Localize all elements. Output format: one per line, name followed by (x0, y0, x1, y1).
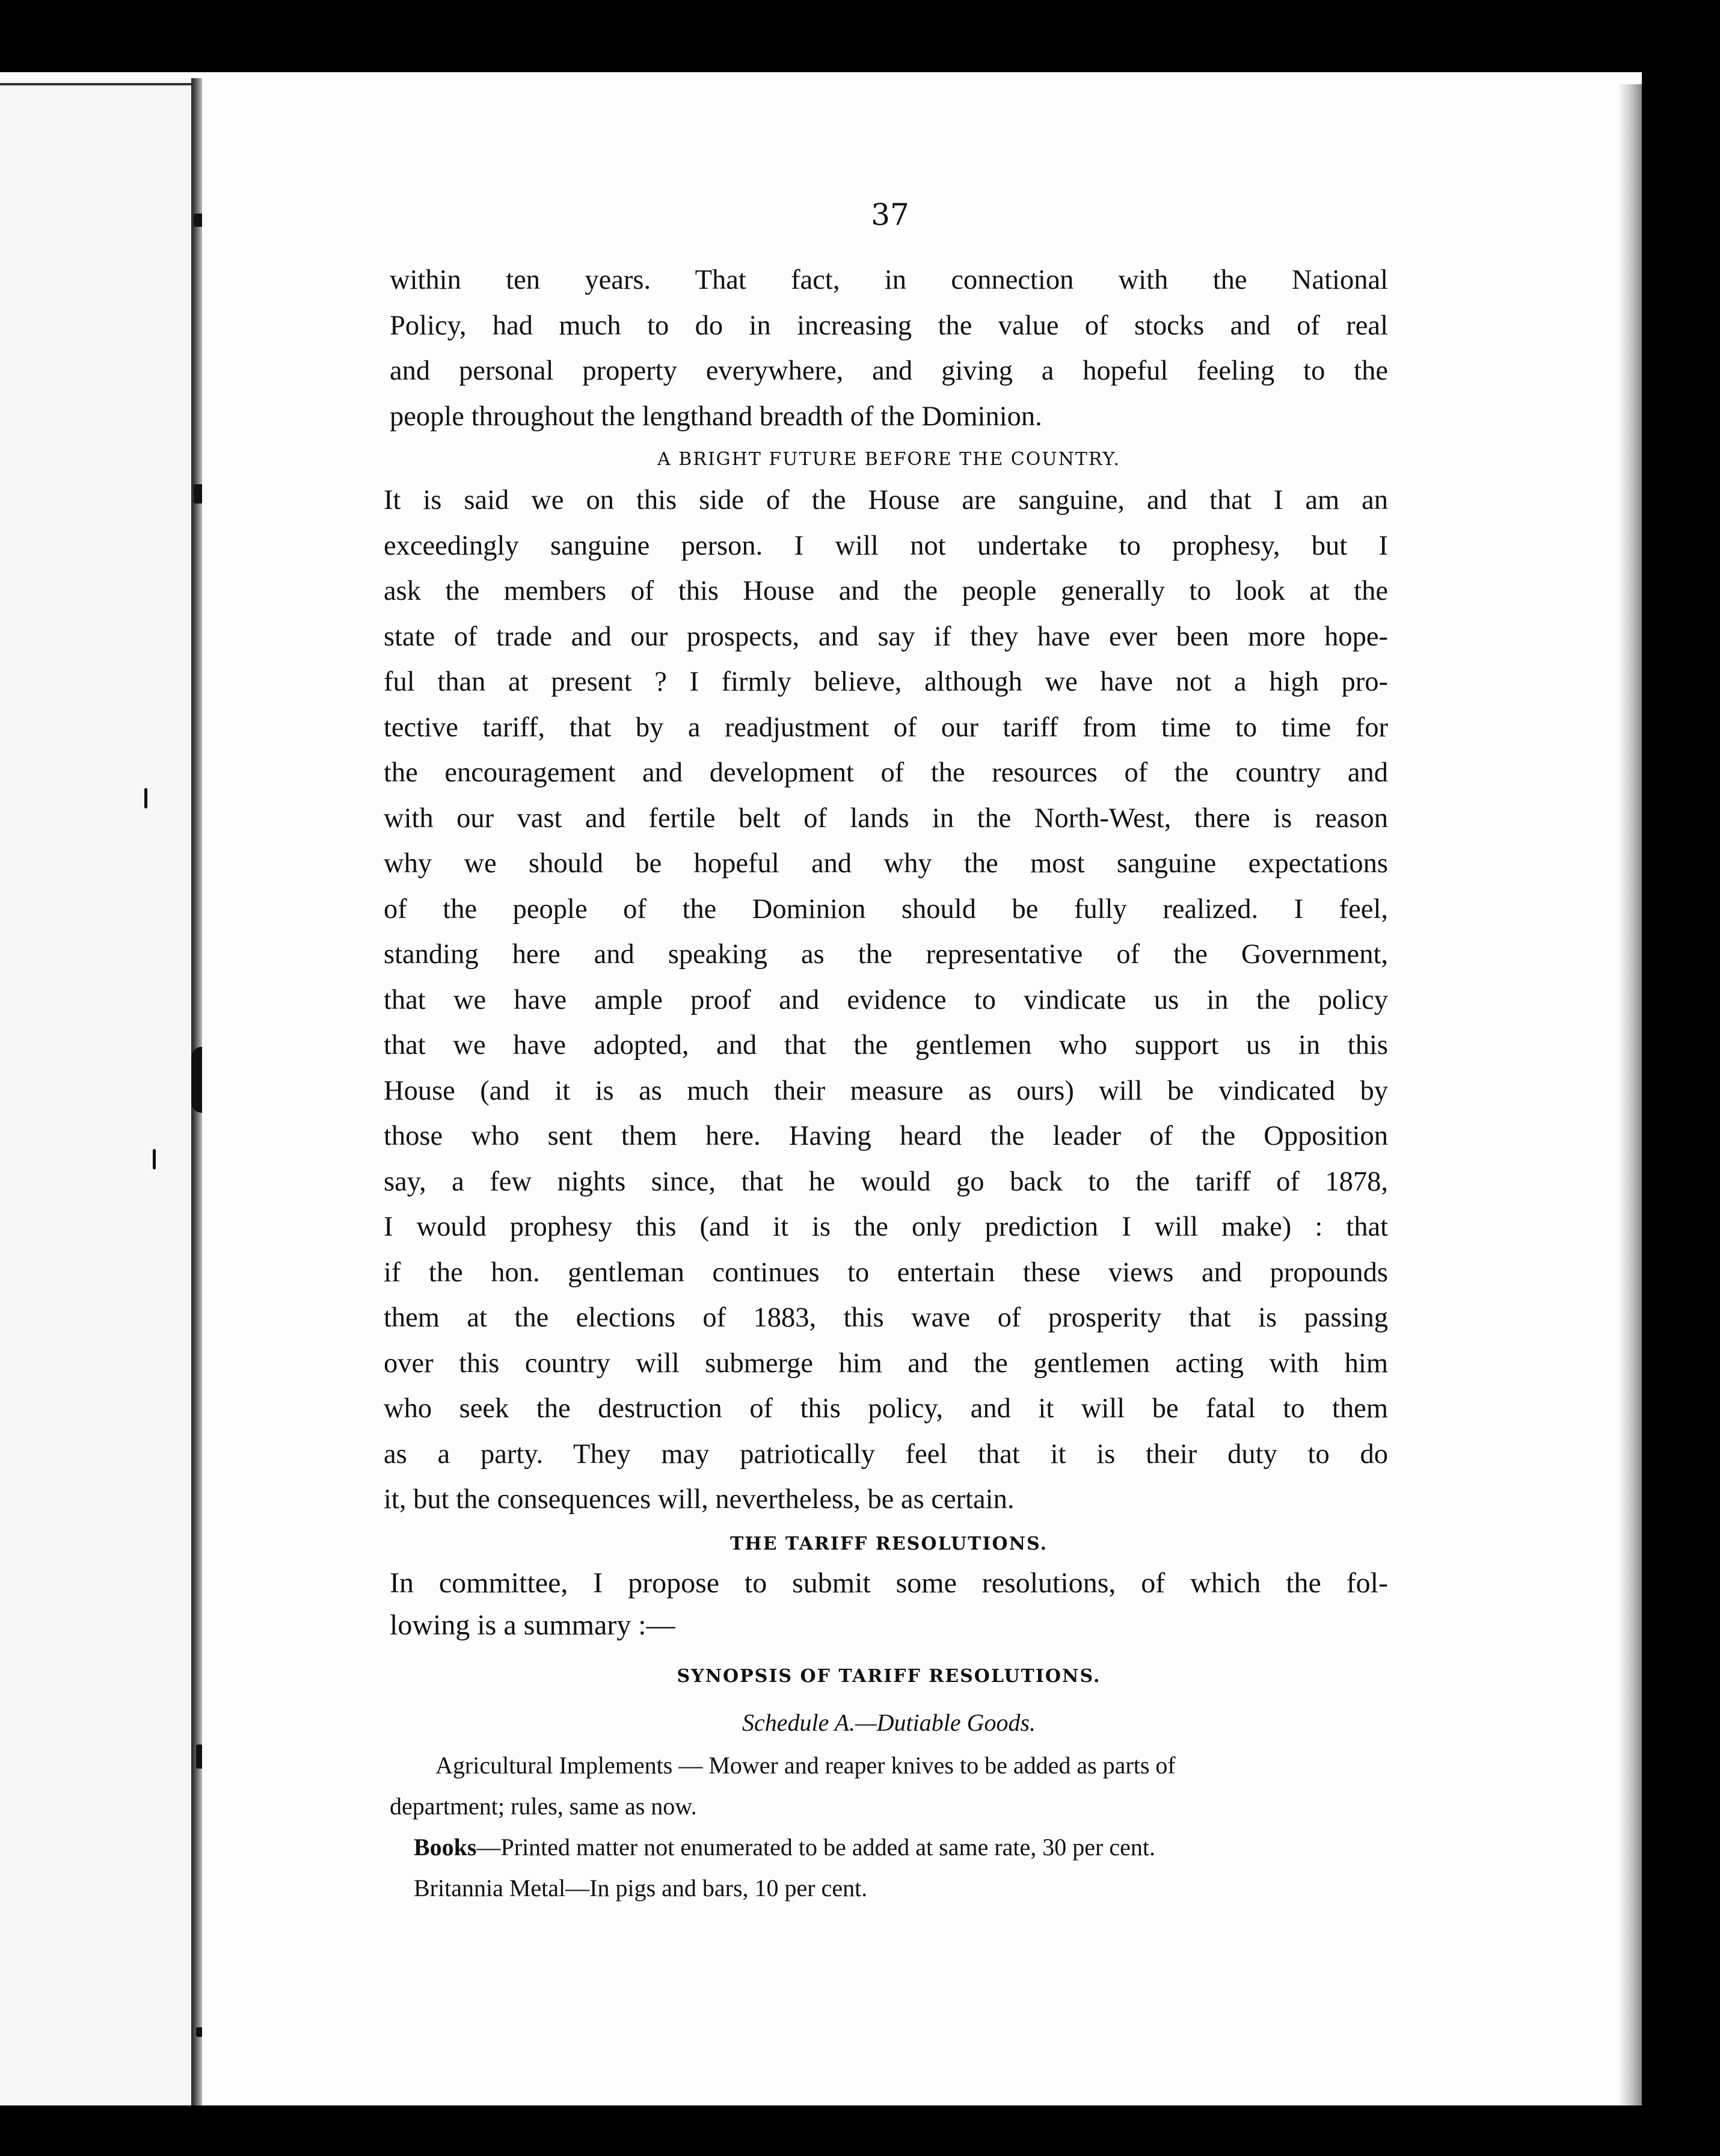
page-number: 37 (871, 197, 909, 232)
scan-border-right (1642, 0, 1720, 2156)
text-line: tective tariff, that by a readjustment of our tariff from time to time for (384, 712, 1388, 743)
item-lead: Books (414, 1833, 477, 1861)
item-text: —Printed matter not enumerated to be added at same rate, 30 per cent. (476, 1833, 1155, 1861)
text-line: In committee, I propose to submit some resolutions, of which the fol- (390, 1566, 1388, 1599)
body-text (384, 257, 1388, 1909)
text-line: the encouragement and development of the resources of the country and (384, 757, 1388, 788)
schedule-items (390, 1745, 1388, 1909)
text-line: who seek the destruction of this policy, and it will be fatal to them (384, 1393, 1388, 1424)
text-line: exceedingly sanguine person. I will not undertake to prophesy, but I (384, 530, 1388, 561)
text-line: It is said we on this side of the House are sanguine, and that I am an (384, 485, 1388, 516)
text-line: ful than at present ? I firmly believe, although we have not a high pro- (384, 667, 1388, 697)
text-line: that we have adopted, and that the gentlemen who support us in this (384, 1030, 1388, 1061)
text-line: them at the elections of 1883, this wave of prosperity that is passing (384, 1302, 1388, 1333)
schedule-item (390, 1745, 1388, 1786)
page-edge-shadow (1618, 84, 1642, 2105)
item-text: department; rules, same as now. (390, 1792, 697, 1820)
item-text: — Mower and reaper knives to be added as parts of (672, 1751, 1176, 1779)
text-line: that we have ample proof and evidence to vindicate us in the policy (384, 984, 1388, 1015)
text-line: House (and it is as much their measure as ours) will be vindicated by (384, 1075, 1388, 1106)
facing-page-edge (0, 78, 192, 2105)
text-line: of the people of the Dominion should be fully realized. I feel, (384, 893, 1388, 925)
section-1 (384, 478, 1388, 1523)
schedule-item (390, 1827, 1388, 1868)
text-line: with our vast and fertile belt of lands in the North-West, there is reason (384, 802, 1388, 834)
text-line: and personal property everywhere, and giving a hopeful feeling to the (390, 356, 1388, 386)
text-line: over this country will submerge him and the gentlemen acting with him (384, 1348, 1388, 1379)
margin-tick (144, 788, 147, 808)
section-heading: SYNOPSIS OF TARIFF RESOLUTIONS. (677, 1665, 1101, 1687)
text-line: ask the members of this House and the people generally to look at the (384, 576, 1388, 606)
text-line: Policy, had much to do in increasing the value of stocks and of real (390, 310, 1388, 341)
section-heading: A BRIGHT FUTURE BEFORE THE COUNTRY. (657, 449, 1120, 470)
schedule-item (390, 1786, 1388, 1827)
item-lead: Agricultural Implements (435, 1751, 673, 1779)
text-line: why we should be hopeful and why the most sanguine expectations (384, 848, 1388, 879)
item-text: —In pigs and bars, 10 per cent. (565, 1874, 868, 1902)
text-line: standing here and speaking as the representative of the Government, (384, 939, 1388, 970)
item-lead: Britannia Metal (414, 1874, 566, 1902)
text-line: within ten years. That fact, in connection with the National (390, 265, 1388, 295)
schedule-heading: Schedule A.—Dutiable Goods. (742, 1708, 1036, 1736)
scan-border-top (0, 0, 1720, 72)
text-line: as a party. They may patriotically feel that it is their duty to do (384, 1438, 1388, 1470)
section-heading: THE TARIFF RESOLUTIONS. (729, 1533, 1048, 1554)
text-line: say, a few nights since, that he would go back to the tariff of 1878, (384, 1166, 1388, 1197)
schedule-item (390, 1868, 1388, 1909)
text-line: if the hon. gentleman continues to entertain these views and propounds (384, 1257, 1388, 1288)
text-line: people throughout the lengthand breadth of the Dominion. (390, 401, 1042, 432)
text-line: those who sent them here. Having heard the leader of the Opposition (384, 1121, 1388, 1151)
facing-page-rule (0, 83, 192, 85)
text-line: it, but the consequences will, nevertheless, be as certain. (384, 1484, 1015, 1515)
text-line: I would prophesy this (and it is the only prediction I will make) : that (384, 1212, 1388, 1242)
scan-border-bottom (0, 2105, 1720, 2156)
text-line: state of trade and our prospects, and say if they have ever been more hope- (384, 621, 1388, 652)
margin-tick (153, 1149, 156, 1169)
text-line: lowing is a summary :— (390, 1609, 675, 1641)
